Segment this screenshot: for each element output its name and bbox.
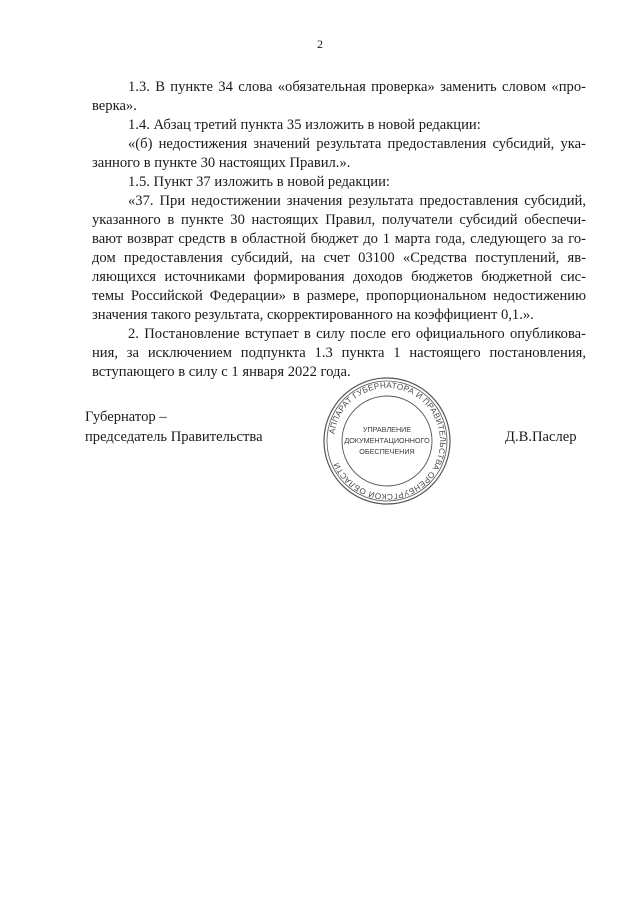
page-number: 2 [317, 37, 323, 51]
stamp-center-line-2: ДОКУМЕНТАЦИОННОГО [344, 436, 430, 445]
stamp-center-line-1: УПРАВЛЕНИЕ [362, 425, 412, 434]
stamp-ring-text: АППАРАТ ГУБЕРНАТОРА И ПРАВИТЕЛЬСТВА ОРЕНБУРГСКОЙ ОБЛАСТИ [327, 380, 448, 502]
official-stamp [322, 376, 452, 506]
body-line-13: значения такого результата, скорректированного на коэффициент 0,1.». [92, 307, 534, 323]
body-line-6: 1.5. Пункт 37 изложить в новой редакции: [128, 174, 390, 190]
body-line-14: 2. Постановление вступает в силу после его официального опубликова- [128, 326, 586, 342]
body-line-9: вают возврат средств в областной бюджет до 1 марта года, следующего за го- [92, 231, 586, 247]
body-line-1: 1.3. В пункте 34 слова «обязательная проверка» заменить словом «про- [128, 79, 586, 95]
body-line-2: верка». [92, 98, 137, 114]
signatory-title-line-2: председатель Правительства [85, 429, 263, 445]
body-line-4: «(б) недостижения значений результата предоставления субсидий, ука- [128, 136, 586, 152]
signatory-name: Д.В.Паслер [505, 429, 577, 445]
stamp-center-line-3: ОБЕСПЕЧЕНИЯ [359, 447, 415, 456]
body-line-8: указанного в пункте 30 настоящих Правил, получатели субсидий обеспечи- [92, 212, 586, 228]
body-line-3: 1.4. Абзац третий пункта 35 изложить в новой редакции: [128, 117, 481, 133]
body-line-7: «37. При недостижении значения результата предоставления субсидий, [128, 193, 586, 209]
signatory-title-line-1: Губернатор – [85, 409, 167, 425]
body-line-15: ния, за исключением подпункта 1.3 пункта 1 настоящего постановления, [92, 345, 586, 361]
body-line-16: вступающего в силу с 1 января 2022 года. [92, 364, 351, 380]
body-line-5: занного в пункте 30 настоящих Правил.». [92, 155, 351, 171]
body-line-11: ляющихся источниками формирования доходов бюджетов бюджетной сис- [92, 269, 586, 285]
body-line-10: дом предоставления субсидий, на счет 03100 «Средства поступлений, яв- [92, 250, 586, 266]
body-line-12: темы Российской Федерации» в размере, пропорциональном недостижению [92, 288, 586, 304]
